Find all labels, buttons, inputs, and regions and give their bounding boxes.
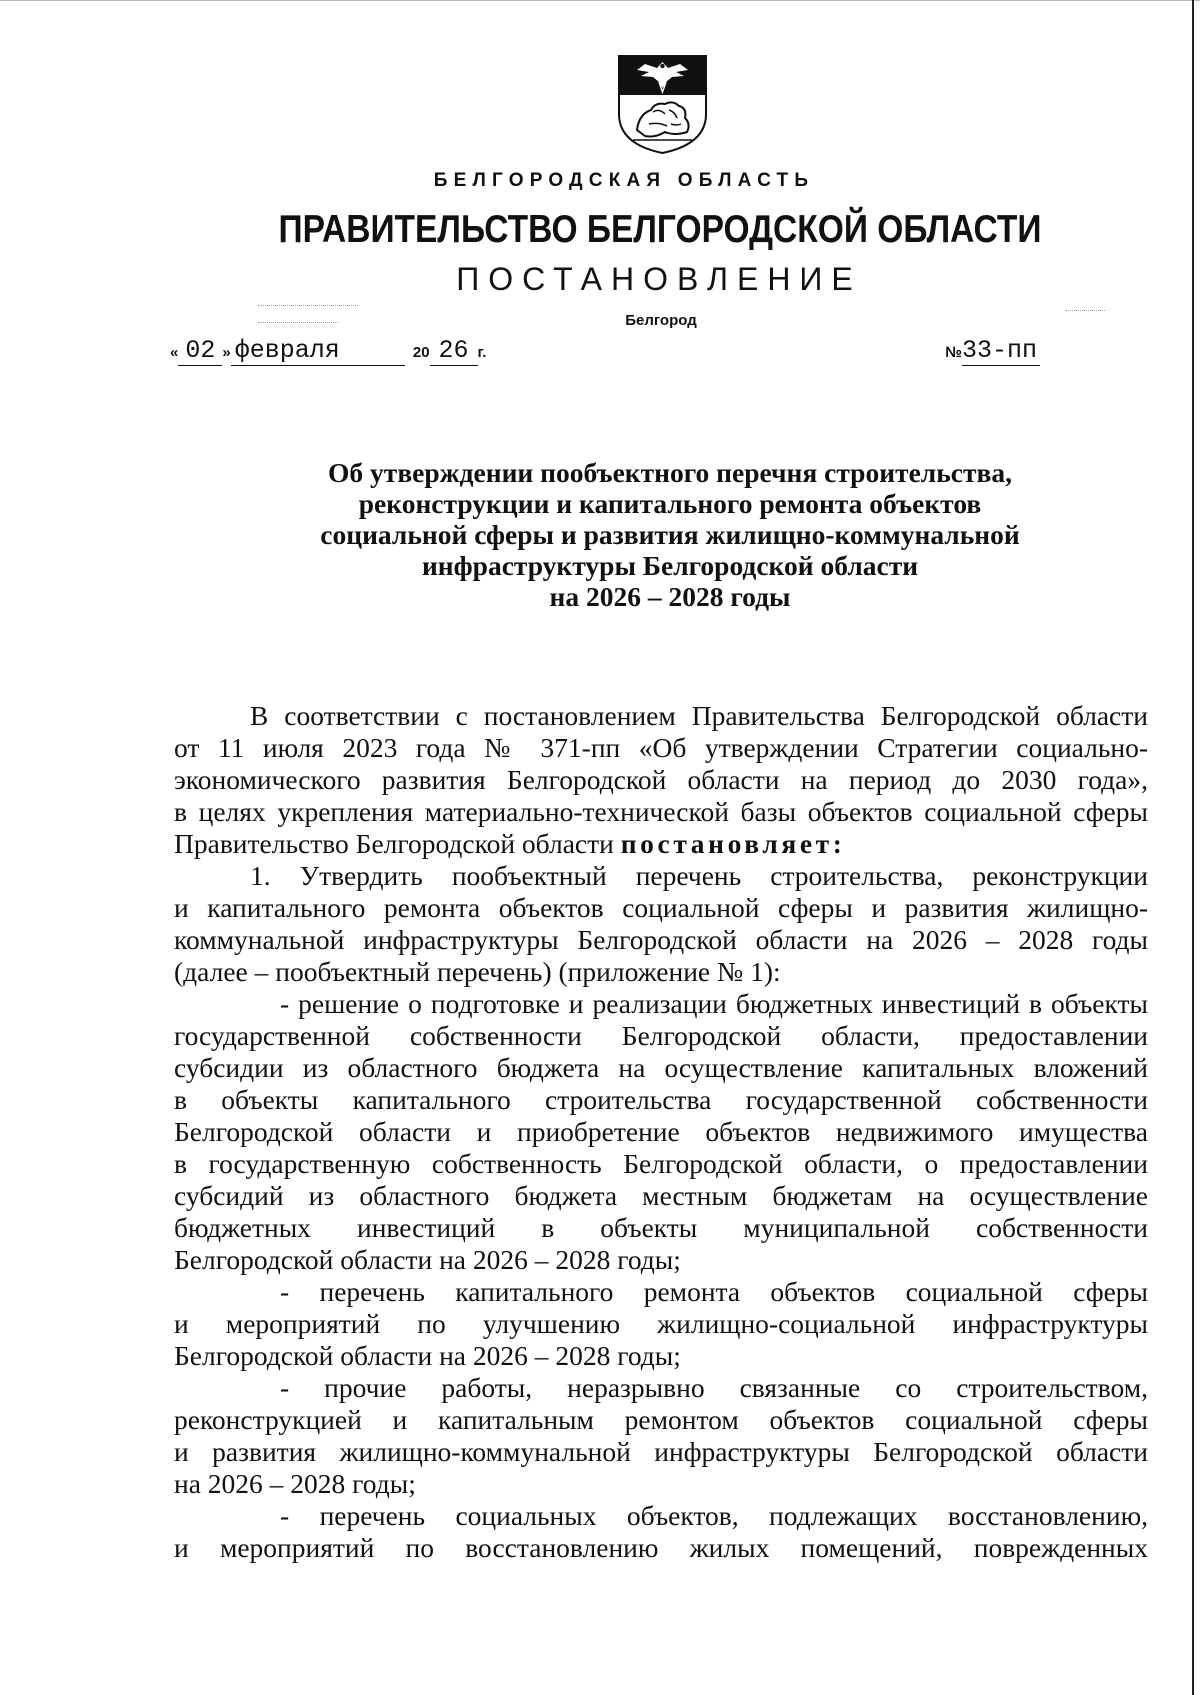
body-line: и мероприятий по восстановлению жилых помещений, поврежденных [174, 1532, 1148, 1563]
body-line: и мероприятий по улучшению жилищно-социальной инфраструктуры [174, 1308, 1148, 1339]
title-line: реконструкции и капитального ремонта объектов [358, 488, 982, 519]
body-line: и развития жилищно-коммунальной инфраструктуры Белгородской области [174, 1436, 1148, 1467]
date-line [170, 336, 1040, 370]
body-line: 1. Утвердить пообъектный перечень строительства, реконструкции [250, 860, 1148, 891]
body-line: бюджетных инвестиций в объекты муниципальной собственности [174, 1212, 1148, 1243]
body-line: - прочие работы, неразрывно связанные со строительством, [280, 1372, 1148, 1403]
date-month: февраля [231, 336, 405, 366]
body-line: в государственную собственность Белгородской области, о предоставлении [174, 1148, 1148, 1179]
body-line: государственной собственности Белгородской области, предоставлении [174, 1020, 1148, 1051]
coat-of-arms-emblem [615, 52, 710, 156]
scan-top-edge [0, 0, 1200, 1]
body-line: и капитального ремонта объектов социальной сферы и развития жилищно- [174, 892, 1148, 923]
document-type-heading: ПОСТАНОВЛЕНИЕ [456, 261, 862, 297]
title-line: социальной сферы и развития жилищно-коммунальной [320, 519, 1020, 550]
body-line: Белгородской области на 2026 – 2028 годы; [174, 1244, 681, 1275]
number-prefix: № [945, 344, 962, 361]
scan-noise [258, 322, 338, 323]
government-heading: ПРАВИТЕЛЬСТВО БЕЛГОРОДСКОЙ ОБЛАСТИ [278, 208, 1042, 251]
body-line: от 11 июля 2023 года № 371-пп «Об утверждении Стратегии социально- [174, 732, 1148, 763]
scan-noise [1065, 310, 1105, 311]
body-line [174, 828, 1148, 860]
date-open-quote: « [170, 344, 179, 361]
region-heading: БЕЛГОРОДСКАЯ ОБЛАСТЬ [433, 170, 815, 191]
body-line: реконструкцией и капитальным ремонтом объектов социальной сферы [174, 1404, 1148, 1435]
date-day: 02 [178, 336, 222, 366]
date-close-quote: » [222, 344, 231, 361]
city-label: Белгород [625, 312, 697, 329]
intro-last-text: Правительство Белгородской области [174, 828, 621, 859]
body-line: коммунальной инфраструктуры Белгородской области на 2026 – 2028 годы [174, 924, 1148, 955]
body-line: - перечень социальных объектов, подлежащих восстановлению, [280, 1500, 1148, 1531]
body-line: экономического развития Белгородской области на период до 2030 года», [174, 764, 1148, 795]
body-line: Белгородской области и приобретение объектов недвижимого имущества [174, 1116, 1148, 1147]
document-number: 33-пп [962, 336, 1040, 366]
date-year-suffix: 26 [430, 336, 478, 366]
title-line: инфраструктуры Белгородской области [421, 550, 919, 581]
body-line: (далее – пообъектный перечень) (приложение № 1): [174, 956, 781, 987]
date-year-abbr: г. [477, 344, 487, 361]
body-line: субсидий из областного бюджета местным бюджетам на осуществление [174, 1180, 1148, 1211]
scan-noise [258, 305, 358, 306]
body-line: на 2026 – 2028 годы; [174, 1468, 416, 1499]
body-line: в целях укрепления материально-технической базы объектов социальной сферы [174, 796, 1148, 827]
body-line: - решение о подготовке и реализации бюджетных инвестиций в объекты [280, 988, 1148, 1019]
date-year-prefix: 20 [412, 344, 430, 361]
document-body [174, 700, 1148, 1564]
body-line: - перечень капитального ремонта объектов социальной сферы [280, 1276, 1148, 1307]
document-title [260, 457, 1080, 612]
body-line: в объекты капитального строительства государственной собственности [174, 1084, 1148, 1115]
body-line: Белгородской области на 2026 – 2028 годы; [174, 1340, 681, 1371]
scan-right-edge [1192, 0, 1194, 1695]
title-line: на 2026 – 2028 годы [549, 581, 791, 612]
title-line: Об утверждении пообъектного перечня строительства, [328, 457, 1012, 488]
body-line: В соответствии с постановлением Правительства Белгородской области [250, 700, 1148, 731]
decree-word: постановляет: [620, 828, 846, 859]
body-line: субсидии из областного бюджета на осуществление капитальных вложений [174, 1052, 1148, 1083]
